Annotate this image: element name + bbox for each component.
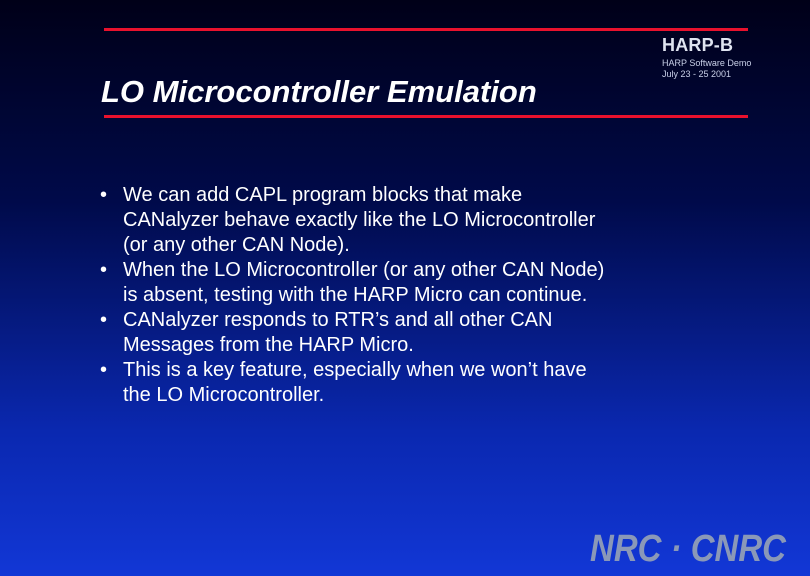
- bullet-list: [100, 183, 740, 408]
- slide-title: LO Microcontroller Emulation: [101, 74, 537, 109]
- logo-wordmark: NRC · CNRC: [590, 528, 787, 570]
- event-subtitle: [662, 58, 751, 80]
- bullet-line: the LO Microcontroller.: [123, 384, 325, 406]
- subtitle-line-1: HARP Software Demo: [662, 58, 752, 68]
- bullet-dot: •: [100, 309, 108, 331]
- bullet-line: When the LO Microcontroller (or any other CAN Node): [123, 259, 605, 281]
- nrc-cnrc-logo: [588, 525, 788, 570]
- bottom-rule: [104, 115, 748, 118]
- bullet-line: is absent, testing with the HARP Micro can continue.: [123, 284, 588, 306]
- bullet-dot: •: [100, 359, 108, 381]
- bullet-line: This is a key feature, especially when we won’t have: [123, 359, 587, 381]
- bullet-dot: •: [100, 184, 108, 206]
- bullet-line: We can add CAPL program blocks that make: [123, 184, 523, 206]
- bullet-item: [100, 183, 740, 258]
- bullet-item: [100, 258, 740, 308]
- brand-title: HARP-B: [662, 35, 734, 55]
- bullet-line: CANalyzer behave exactly like the LO Microcontroller: [123, 209, 596, 231]
- bullet-line: Messages from the HARP Micro.: [123, 334, 414, 356]
- bullet-item: [100, 308, 740, 358]
- bullet-item: [100, 358, 740, 408]
- bullet-line: (or any other CAN Node).: [123, 234, 350, 256]
- subtitle-line-2: July 23 - 25 2001: [662, 69, 732, 79]
- top-rule: [104, 28, 748, 31]
- bullet-dot: •: [100, 259, 108, 281]
- bullet-line: CANalyzer responds to RTR’s and all other CAN: [123, 309, 553, 331]
